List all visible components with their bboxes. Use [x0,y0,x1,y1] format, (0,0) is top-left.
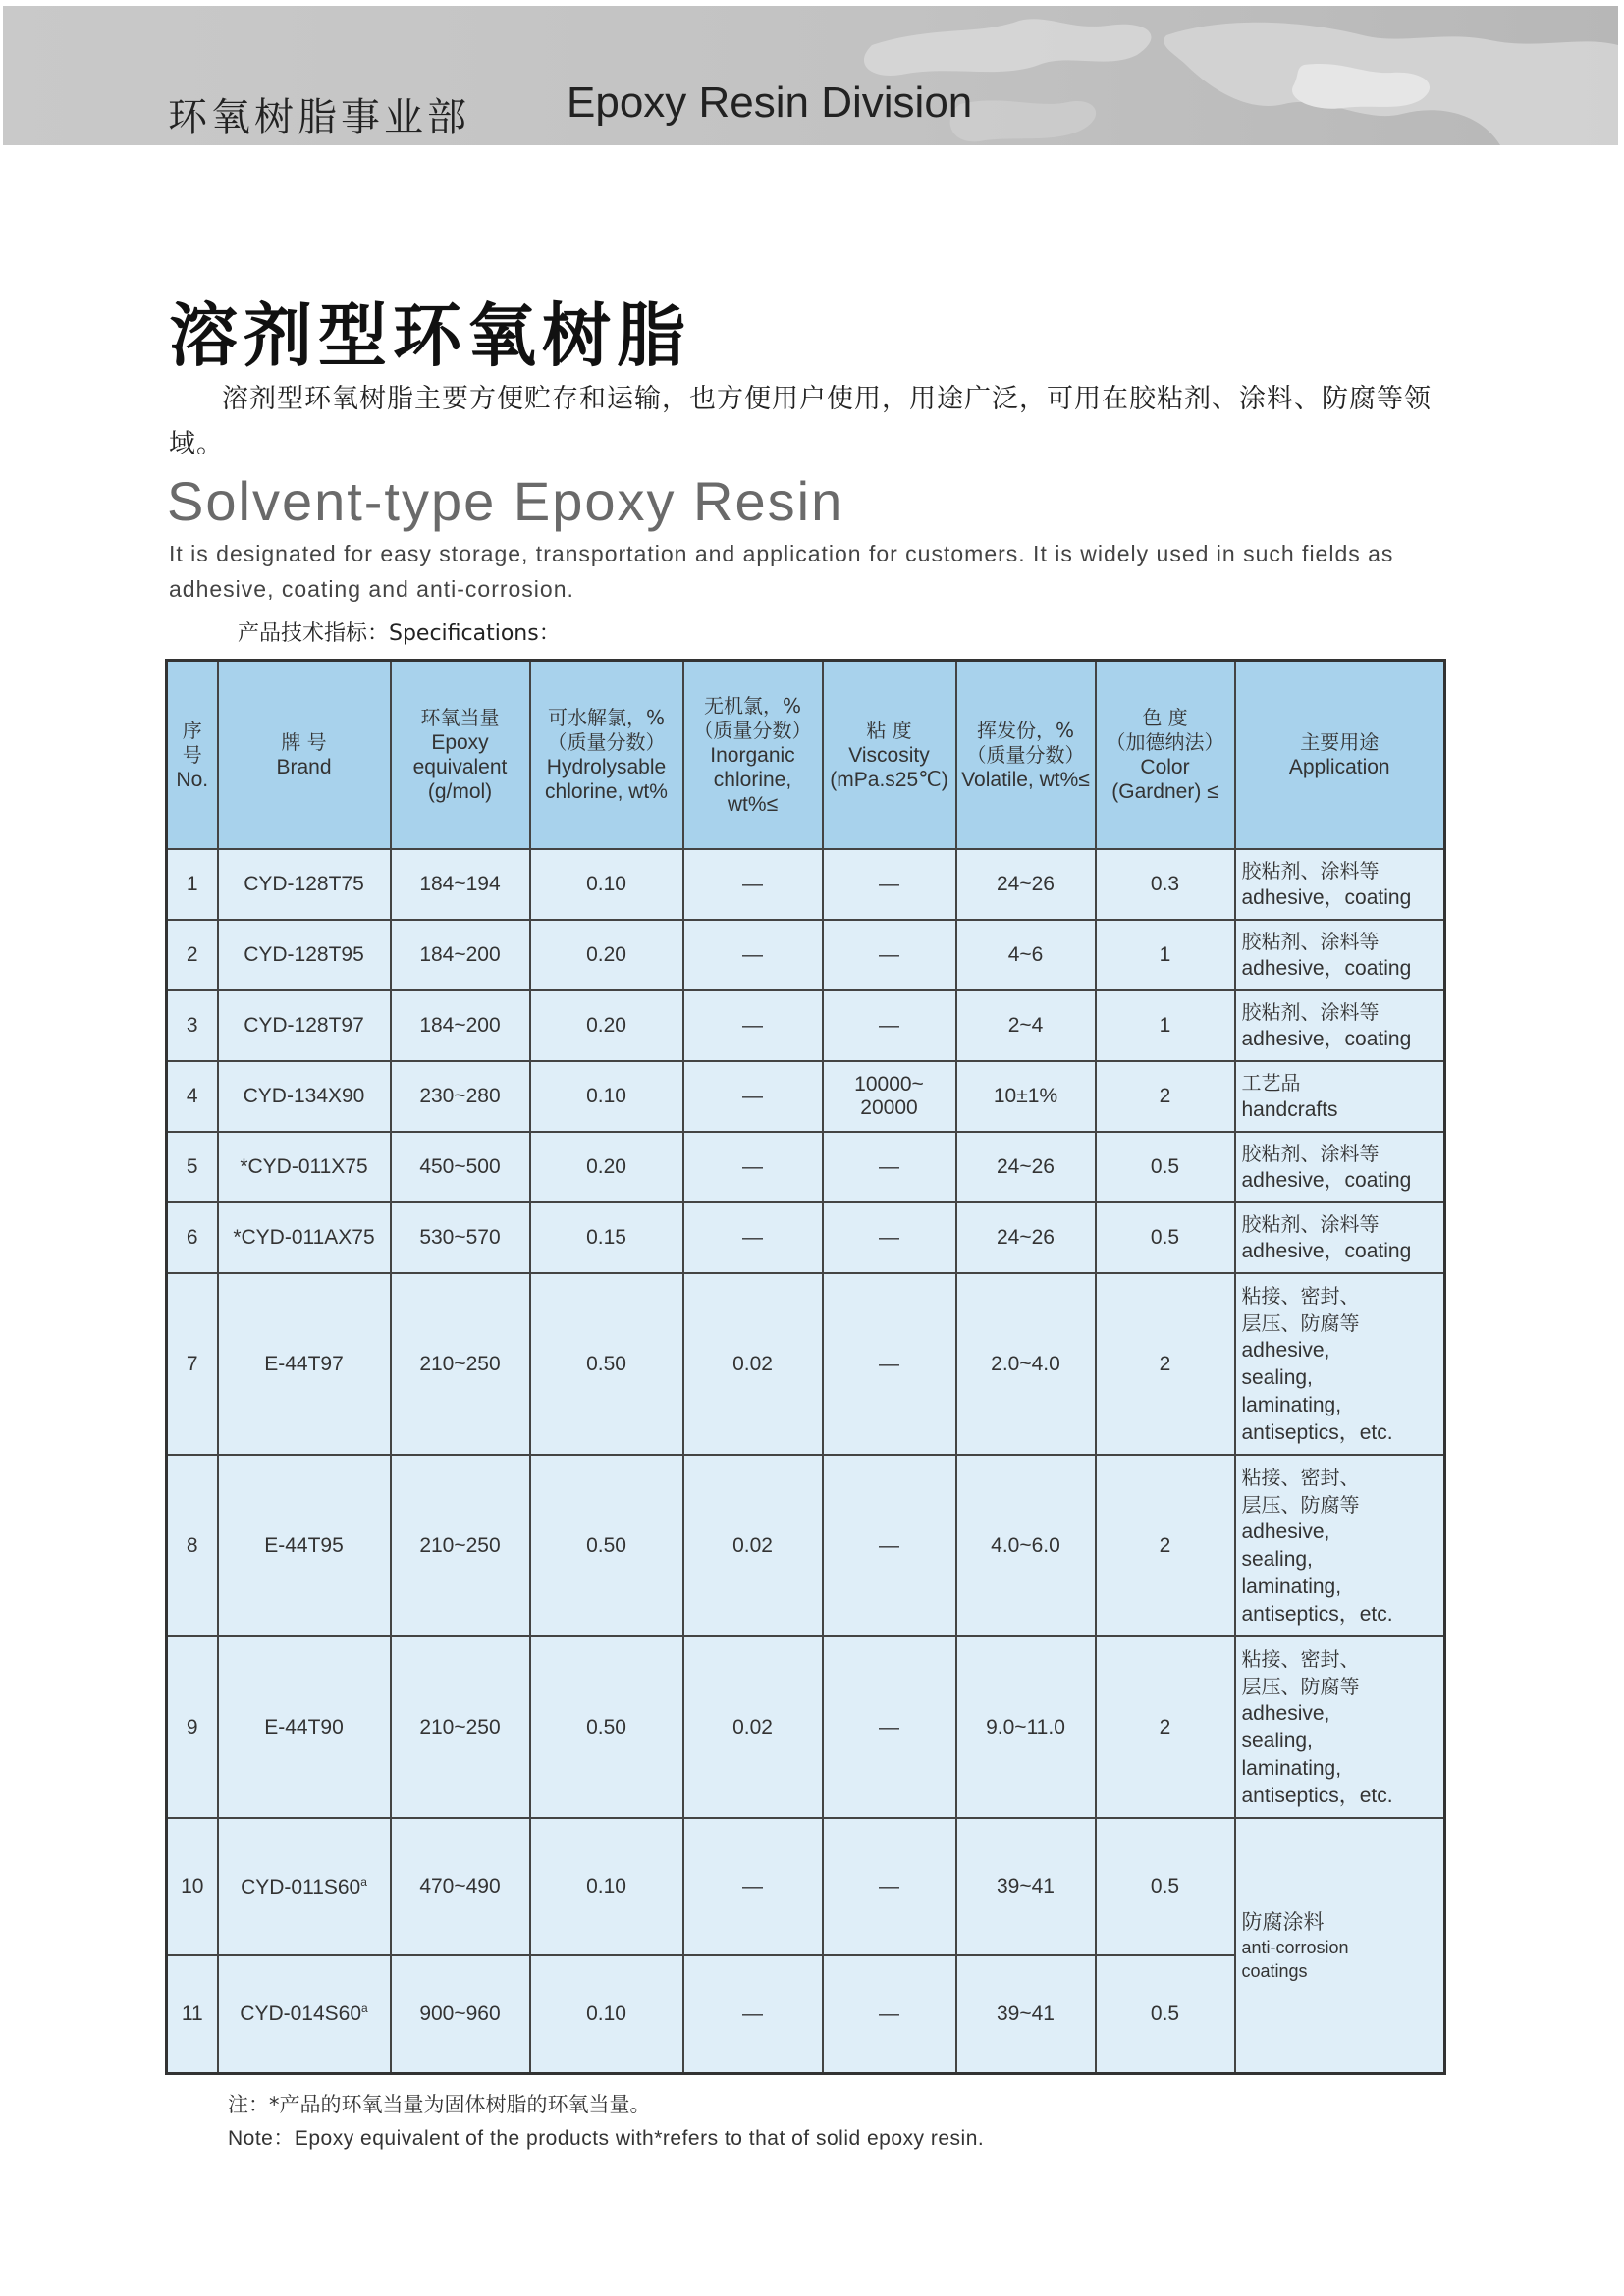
header-cell-en: Application [1288,756,1390,778]
cell-hydrolysable-chlorine: 0.20 [530,1132,683,1202]
application-cn: 胶粘剂、涂料等 [1241,1000,1380,1024]
application-en: adhesive, sealing, laminating, antiseptics，etc. [1241,1520,1393,1626]
table-row [167,1818,1445,1955]
cell-no: 10 [167,1818,218,1955]
cell-hydrolysable-chlorine: 0.10 [530,1955,683,2073]
header-cell-cn: 粘 度 [866,718,912,742]
cell-inorganic-chlorine: — [683,849,823,920]
header-banner [3,6,1618,145]
table-row [167,1273,1445,1455]
cell-volatile: 4.0~6.0 [956,1455,1096,1636]
cell-epoxy-equivalent: 184~200 [391,920,530,990]
cell-color: 2 [1096,1273,1235,1455]
cell-epoxy-equivalent: 470~490 [391,1818,530,1955]
footnote-en: Note：Epoxy equivalent of the products with*refers to that of solid epoxy resin. [228,2127,985,2150]
cell-viscosity: — [823,1273,956,1455]
section-title-cn: 溶剂型环氧树脂 [169,295,691,376]
cell-hydrolysable-chlorine: 0.10 [530,1818,683,1955]
division-title-en: Epoxy Resin Division [567,79,973,127]
header-cell-cn: 主要用途 [1300,730,1380,754]
header-cell-3 [530,661,683,850]
cell-inorganic-chlorine: 0.02 [683,1455,823,1636]
table-body [167,849,1445,2073]
cell-volatile: 24~26 [956,849,1096,920]
cell-viscosity: — [823,1818,956,1955]
cell-brand: E-44T95 [218,1455,391,1636]
cell-viscosity: 10000~ 20000 [823,1061,956,1132]
cell-epoxy-equivalent: 530~570 [391,1202,530,1273]
cell-inorganic-chlorine: — [683,990,823,1061]
section-intro-en: It is designated for easy storage, transportation and application for customers. It is widely used in such fields as adhesive, coating and anti-corrosion. [169,541,1394,602]
application-cn: 粘接、密封、 层压、防腐等 [1241,1465,1360,1517]
cell-volatile: 2.0~4.0 [956,1273,1096,1455]
cell-color: 2 [1096,1061,1235,1132]
cell-inorganic-chlorine: 0.02 [683,1273,823,1455]
header-cell-8 [1235,661,1445,850]
application-cn: 粘接、密封、 层压、防腐等 [1241,1646,1360,1698]
application-cn: 工艺品 [1241,1071,1301,1095]
table-header-row [167,661,1445,850]
cell-viscosity: — [823,1455,956,1636]
footnote-cn: 注：*产品的环氧当量为固体树脂的环氧当量。 [228,2093,651,2116]
cell-application [1235,849,1445,920]
application-cn: 胶粘剂、涂料等 [1241,930,1380,953]
header-cell-cn: 牌 号 [281,730,327,754]
cell-no: 1 [167,849,218,920]
header-cell-en: Hydrolysable chlorine, wt% [545,756,668,803]
table-row [167,1636,1445,1818]
application-cn: 胶粘剂、涂料等 [1241,1212,1380,1236]
cell-inorganic-chlorine: — [683,1818,823,1955]
header-cell-en: Color (Gardner) ≤ [1111,756,1218,803]
cell-epoxy-equivalent: 900~960 [391,1955,530,2073]
header-cell-en: Viscosity (mPa.s25℃) [830,743,948,791]
cell-application [1235,1202,1445,1273]
cell-color: 2 [1096,1636,1235,1818]
cell-brand: CYD-128T95 [218,920,391,990]
cell-color: 0.5 [1096,1202,1235,1273]
cell-inorganic-chlorine: — [683,1061,823,1132]
cell-viscosity: — [823,1955,956,2073]
application-cn: 胶粘剂、涂料等 [1241,859,1380,882]
cell-brand: E-44T97 [218,1273,391,1455]
application-en: adhesive，coating [1241,957,1412,980]
header-cell-en: Epoxy equivalent (g/mol) [412,731,508,803]
cell-epoxy-equivalent: 210~250 [391,1455,530,1636]
application-cn: 胶粘剂、涂料等 [1241,1142,1380,1165]
table-row [167,1132,1445,1202]
cell-volatile: 24~26 [956,1202,1096,1273]
header-cell-en: No. [176,768,209,791]
header-cell-cn: 挥发份，% （质量分数） [966,718,1085,767]
header-cell-7 [1096,661,1235,850]
application-cn: 粘接、密封、 层压、防腐等 [1241,1283,1360,1335]
header-cell-6 [956,661,1096,850]
cell-no: 3 [167,990,218,1061]
cell-volatile: 4~6 [956,920,1096,990]
header-cell-en: Volatile, wt%≤ [961,768,1090,791]
cell-brand: E-44T90 [218,1636,391,1818]
cell-application [1235,920,1445,990]
header-cell-en: Inorganic chlorine, wt%≤ [710,743,795,816]
header-cell-1 [218,661,391,850]
header-cell-cn: 可水解氯，% （质量分数） [547,706,666,754]
cell-color: 0.5 [1096,1955,1235,2073]
cell-volatile: 24~26 [956,1132,1096,1202]
cell-hydrolysable-chlorine: 0.20 [530,920,683,990]
cell-hydrolysable-chlorine: 0.10 [530,1061,683,1132]
cell-viscosity: — [823,990,956,1061]
cell-viscosity: — [823,920,956,990]
cell-volatile: 39~41 [956,1955,1096,2073]
cell-brand: CYD-014S60$^a$ [218,1955,391,2073]
cell-color: 0.5 [1096,1132,1235,1202]
cell-no: 9 [167,1636,218,1818]
cell-brand: CYD-128T75 [218,849,391,920]
cell-viscosity: — [823,1202,956,1273]
application-cn: 防腐涂料 [1241,1909,1325,1934]
cell-viscosity: — [823,1132,956,1202]
cell-no: 7 [167,1273,218,1455]
cell-epoxy-equivalent: 450~500 [391,1132,530,1202]
cell-hydrolysable-chlorine: 0.20 [530,990,683,1061]
cell-epoxy-equivalent: 184~194 [391,849,530,920]
cell-epoxy-equivalent: 210~250 [391,1273,530,1455]
cell-hydrolysable-chlorine: 0.10 [530,849,683,920]
table-row [167,1061,1445,1132]
cell-color: 1 [1096,920,1235,990]
specifications-label: 产品技术指标：Specifications： [238,621,561,646]
cell-volatile: 9.0~11.0 [956,1636,1096,1818]
cell-epoxy-equivalent: 184~200 [391,990,530,1061]
cell-viscosity: — [823,1636,956,1818]
application-en: adhesive, sealing, laminating, antiseptics，etc. [1241,1338,1393,1444]
header-cell-5 [823,661,956,850]
application-en: adhesive，coating [1241,1169,1412,1192]
cell-inorganic-chlorine: — [683,1202,823,1273]
specifications-table [165,659,1446,2075]
cell-color: 0.5 [1096,1818,1235,1955]
header-cell-cn: 色 度 （加德纳法） [1106,706,1224,754]
application-en: handcrafts [1241,1098,1338,1121]
table-row [167,920,1445,990]
cell-color: 2 [1096,1455,1235,1636]
cell-color: 0.3 [1096,849,1235,920]
cell-no: 6 [167,1202,218,1273]
cell-application-merged [1235,1818,1445,2073]
cell-no: 4 [167,1061,218,1132]
cell-no: 2 [167,920,218,990]
cell-hydrolysable-chlorine: 0.50 [530,1455,683,1636]
header-cell-cn: 环氧当量 [420,706,500,729]
cell-inorganic-chlorine: — [683,1955,823,2073]
cell-color: 1 [1096,990,1235,1061]
cell-no: 11 [167,1955,218,2073]
cell-brand: CYD-128T97 [218,990,391,1061]
cell-inorganic-chlorine: — [683,920,823,990]
cell-no: 5 [167,1132,218,1202]
cell-inorganic-chlorine: 0.02 [683,1636,823,1818]
cell-volatile: 10±1% [956,1061,1096,1132]
cell-no: 8 [167,1455,218,1636]
application-en: adhesive，coating [1241,1028,1412,1050]
cell-brand: CYD-011S60$^a$ [218,1818,391,1955]
cell-volatile: 39~41 [956,1818,1096,1955]
application-en: adhesive，coating [1241,886,1412,909]
header-cell-cn: 无机氯，% （质量分数） [693,693,812,742]
cell-brand: CYD-134X90 [218,1061,391,1132]
header-cell-en: Brand [276,756,332,778]
cell-viscosity: — [823,849,956,920]
header-cell-2 [391,661,530,850]
cell-application [1235,1061,1445,1132]
cell-application [1235,1132,1445,1202]
table-row [167,849,1445,920]
application-en: adhesive，coating [1241,1240,1412,1262]
cell-hydrolysable-chlorine: 0.15 [530,1202,683,1273]
cell-volatile: 2~4 [956,990,1096,1061]
table-row [167,990,1445,1061]
table-row [167,1455,1445,1636]
header-cell-4 [683,661,823,850]
cell-hydrolysable-chlorine: 0.50 [530,1273,683,1455]
application-en: adhesive, sealing, laminating, antiseptics，etc. [1241,1701,1393,1807]
cell-epoxy-equivalent: 230~280 [391,1061,530,1132]
table-row [167,1202,1445,1273]
cell-application [1235,1636,1445,1818]
cell-inorganic-chlorine: — [683,1132,823,1202]
cell-application [1235,1455,1445,1636]
application-en: anti-corrosion coatings [1241,1937,1349,1981]
header-cell-0 [167,661,218,850]
section-intro-cn: 溶剂型环氧树脂主要方便贮存和运输，也方便用户使用，用途广泛，可用在胶粘剂、涂料、防腐等领域。 [169,384,1432,459]
section-title-en: Solvent-type Epoxy Resin [167,470,844,532]
cell-epoxy-equivalent: 210~250 [391,1636,530,1818]
header-cell-cn: 序 号 [182,718,202,767]
division-title-cn: 环氧树脂事业部 [168,95,470,140]
cell-application [1235,1273,1445,1455]
cell-application [1235,990,1445,1061]
cell-hydrolysable-chlorine: 0.50 [530,1636,683,1818]
cell-brand: *CYD-011X75 [218,1132,391,1202]
cell-brand: *CYD-011AX75 [218,1202,391,1273]
